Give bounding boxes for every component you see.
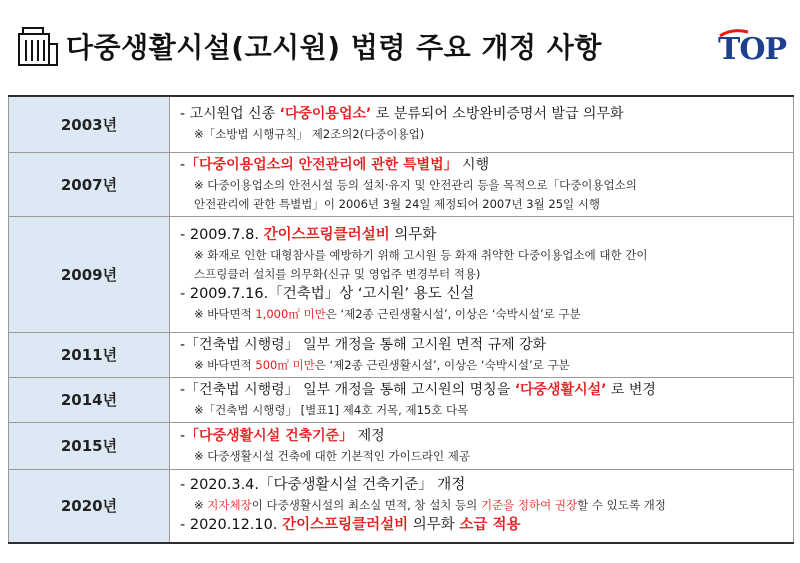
description-cell	[170, 377, 794, 422]
text-segment: 안전관리에 관한 특별법」이 2006년 3월 24일 제정되어 2007년 3월 25일 시행	[194, 196, 600, 211]
text-segment: 의무화	[408, 517, 460, 534]
text-segment: ※ 화재로 인한 대형참사를 예방하기 위해 고시원 등 화재 취약한 다중이용업소에 대한 간이	[194, 247, 648, 262]
text-segment: -「건축법 시행령」 일부 개정을 통해 고시원의 명칭을	[180, 381, 515, 398]
text-segment: - 2020.3.4.「다중생활시설 건축기준」 개정	[180, 477, 466, 494]
note-item	[180, 265, 793, 284]
note-item	[180, 125, 793, 144]
table-row	[9, 377, 794, 422]
year-cell: 2015년	[9, 422, 170, 469]
text-segment: -「건축법 시행령」 일부 개정을 통해 고시원 면적 규제 강화	[180, 336, 547, 353]
highlight-text: 기준을 정하여 권장	[480, 498, 578, 513]
text-segment: - 2009.7.8.	[180, 226, 264, 243]
year-cell: 2007년	[9, 152, 170, 216]
description-cell	[170, 96, 794, 152]
text-segment: - 2009.7.16.「건축법」상 ‘고시원’ 용도 신설	[180, 285, 475, 302]
text-segment: ※「건축법 시행령」 [별표1] 제4호 거목, 제15호 다목	[194, 402, 469, 417]
main-item	[180, 284, 793, 305]
description-cell	[170, 332, 794, 377]
text-segment: -	[180, 427, 186, 444]
text-segment: 로 분류되어 소방완비증명서 발급 의무화	[371, 106, 624, 123]
building-icon	[18, 26, 58, 66]
text-segment: 은 ‘제2종 근린생활시설’, 이상은 ‘숙박시설’로 구분	[314, 357, 570, 372]
text-segment: ※ 바닥면적	[194, 306, 256, 321]
note-item	[180, 176, 793, 195]
main-item	[180, 475, 793, 496]
text-segment: -	[180, 156, 186, 173]
main-item	[180, 155, 793, 176]
history-table	[8, 95, 794, 544]
year-cell: 2020년	[9, 469, 170, 543]
text-segment: 이 다중생활시설의 최소실 면적, 창 설치 등의	[251, 498, 481, 513]
text-segment: ※ 다중생활시설 건축에 대한 기본적인 가이드라인 제공	[194, 448, 470, 463]
main-item	[180, 335, 793, 356]
note-item	[180, 401, 793, 420]
text-segment: - 고시원업 신종	[180, 106, 280, 123]
text-segment: - 2020.12.10.	[180, 517, 283, 534]
text-segment: 스프링클러 설치를 의무화(신규 및 영업주 변경부터 적용)	[194, 266, 481, 281]
text-segment: 할 수 있도록 개정	[577, 498, 666, 513]
main-item	[180, 515, 793, 536]
highlight-text: 간이스프링클러설비	[282, 517, 409, 534]
description-cell	[170, 469, 794, 543]
table-row	[9, 332, 794, 377]
text-segment: 시행	[457, 156, 490, 173]
highlight-text: ‘다중생활시설’	[514, 381, 607, 398]
year-cell: 2009년	[9, 216, 170, 332]
description-cell	[170, 152, 794, 216]
highlight-text: 500㎡ 미만	[255, 357, 315, 372]
note-item	[180, 305, 793, 324]
main-item	[180, 104, 793, 125]
highlight-text: ‘다중이용업소’	[279, 106, 372, 123]
table-row	[9, 96, 794, 152]
main-item	[180, 426, 793, 447]
year-cell: 2014년	[9, 377, 170, 422]
year-cell: 2011년	[9, 332, 170, 377]
top-logo	[718, 26, 788, 70]
main-item	[180, 225, 793, 246]
table-row	[9, 469, 794, 543]
table-row	[9, 152, 794, 216]
table-row	[9, 422, 794, 469]
text-segment: 은 ‘제2종 근린생활시설’, 이상은 ‘숙박시설’로 구분	[325, 306, 581, 321]
highlight-text: 간이스프링클러설비	[263, 226, 390, 243]
page-title: 다중생활시설(고시원) 법령 주요 개정 사항	[66, 31, 602, 64]
highlight-text: 지자체장	[207, 498, 252, 513]
note-item	[180, 246, 793, 265]
note-item	[180, 496, 793, 515]
table-row	[9, 216, 794, 332]
description-cell	[170, 422, 794, 469]
highlight-text: 「다중이용업소의 안전관리에 관한 특별법」	[185, 156, 458, 173]
main-item	[180, 380, 793, 401]
highlight-text: 1,000㎡ 미만	[255, 306, 326, 321]
note-item	[180, 356, 793, 375]
text-segment: 의무화	[389, 226, 437, 243]
text-segment: ※ 바닥면적	[194, 357, 256, 372]
note-item	[180, 447, 793, 466]
text-segment: 제정	[353, 427, 385, 444]
text-segment: ※「소방법 시행규칙」 제2조의2(다중이용업)	[194, 127, 425, 142]
highlight-text: 소급 적용	[459, 517, 521, 534]
logo-text: TOP	[718, 32, 787, 67]
highlight-text: 「다중생활시설 건축기준」	[185, 427, 354, 444]
note-item	[180, 195, 793, 214]
text-segment: ※ 다중이용업소의 안전시설 등의 설치·유지 및 안전관리 등을 목적으로「다중이용업소의	[194, 177, 637, 192]
year-cell: 2003년	[9, 96, 170, 152]
text-segment: 로 변경	[606, 381, 656, 398]
description-cell	[170, 216, 794, 332]
text-segment: ※	[194, 498, 208, 513]
page-header	[0, 0, 800, 88]
